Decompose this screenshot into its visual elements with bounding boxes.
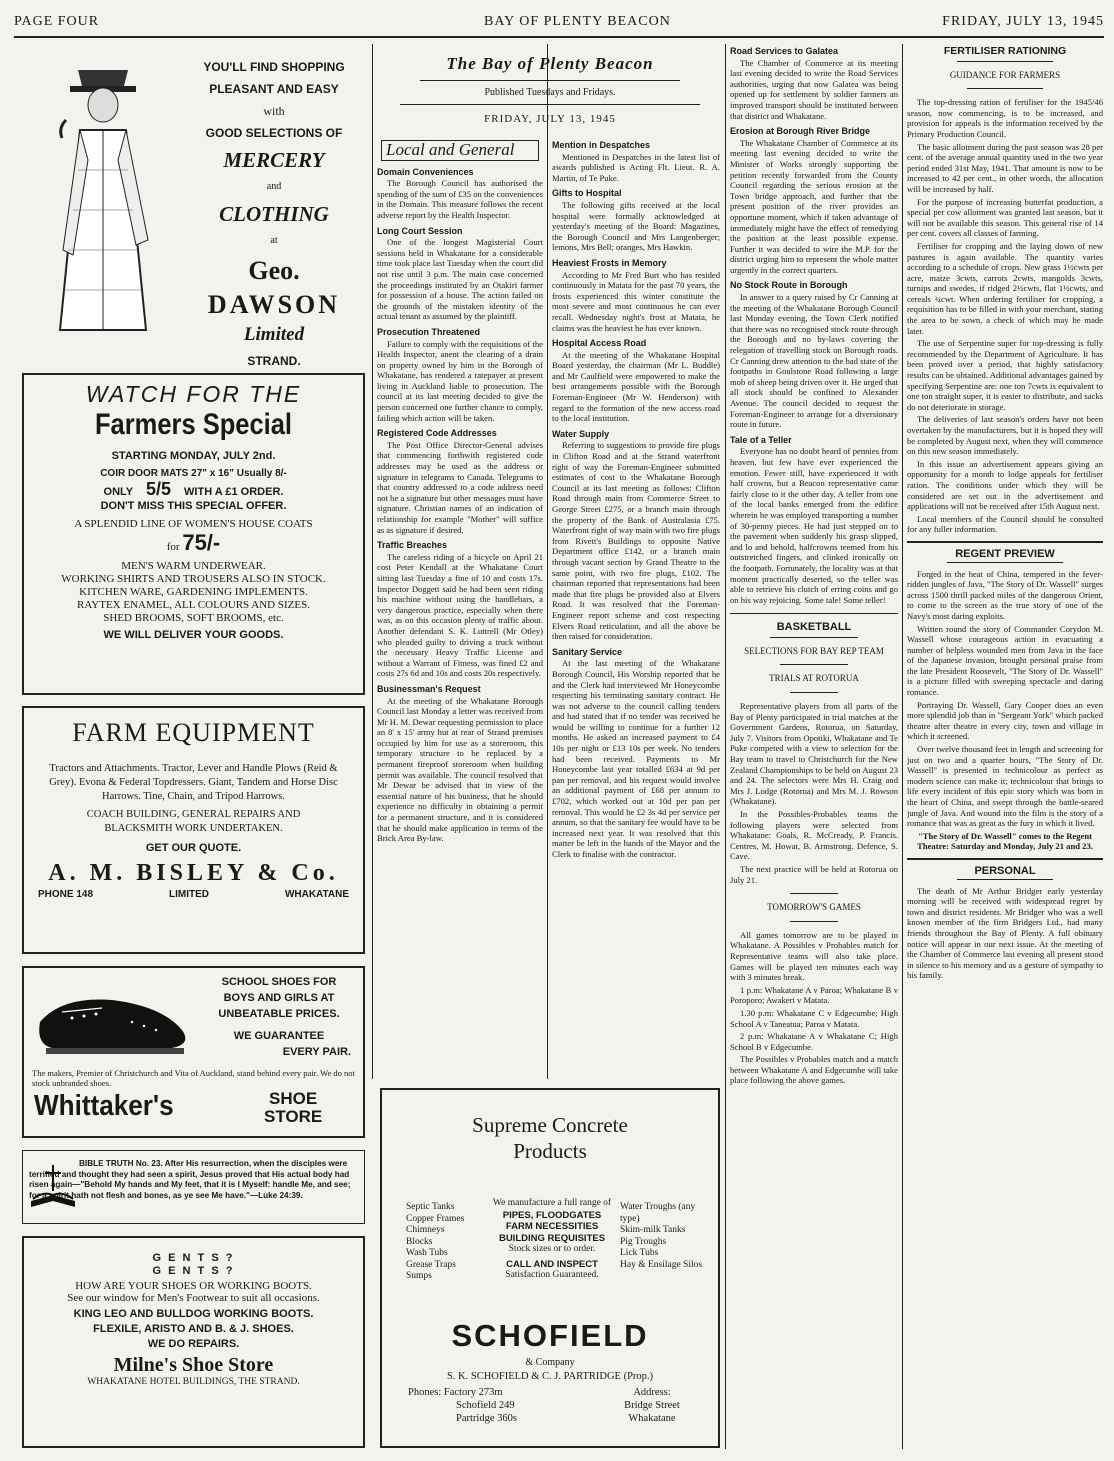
farmers-line: MEN'S WARM UNDERWEAR.: [121, 560, 266, 572]
whittaker-line: EVERY PAIR.: [282, 1046, 351, 1058]
dawson-geo: Geo.: [248, 256, 300, 285]
farmers-line: A SPLENDID LINE OF WOMEN'S HOUSE COATS: [74, 518, 313, 530]
farmers-line: WITH A £1 ORDER.: [184, 486, 284, 498]
dawson-strand: STRAND.: [247, 354, 301, 368]
schofield-line: CALL AND INSPECT: [506, 1258, 598, 1270]
article-heading: Sanitary Service: [552, 646, 623, 657]
farmers-coat-price: 75/-: [182, 530, 221, 555]
milne-name: Milne's Shoe Store: [113, 1354, 274, 1376]
schofield-right-list: [620, 1202, 716, 1271]
bisley-limited: LIMITED: [168, 889, 209, 900]
schofield-company: & Company: [525, 1357, 575, 1368]
article-heading: Tale of a Teller: [730, 434, 792, 445]
dawson-clothing: CLOTHING: [219, 202, 329, 226]
shoe-illustration: [32, 982, 197, 1067]
column-rule: [725, 44, 726, 1449]
bisley-town: WHAKATANE: [284, 889, 349, 900]
schofield-props: S. K. SCHOFIELD & C. J. PARTRIDGE (Prop.): [446, 1371, 654, 1382]
product-item: Wash Tubs: [406, 1248, 448, 1258]
whittaker-line: WE GUARANTEE: [233, 1030, 325, 1042]
dawson-limited: Limited: [243, 324, 305, 345]
article-body: One of the longest Magisterial Court sessions held in Whakatane for a considerable time took place last Tuesday when the court did not rise until 3 p.m. The main case concerned the proceedings instituted by an Otakiri farmer for possession of a house. The action failed on the grounds of the mistaken identity of the actual tenant as assumed by the plaintiff.: [377, 237, 543, 322]
column-rule: [547, 44, 548, 1079]
article-heading: Heaviest Frosts in Memory: [552, 257, 667, 268]
article-body: Forged in the heat of China, tempered in the fever-ridden jungles of Java, "The Story of Dr. Wassell" surges across 1500 thrill packed miles of the dangerous Orient, to come to the screen as the true story of one of the Navy's most daring exploits.: [907, 568, 1103, 621]
schofield-phone: Schofield 249: [456, 1400, 515, 1411]
milne-address: WHAKATANE HOTEL BUILDINGS, THE STRAND.: [87, 1377, 300, 1387]
product-item: Sumps: [406, 1271, 432, 1281]
article-body: Everyone has no doubt heard of pennies from heaven, but few have ever experienced the emotion. Fewer still, have experienced it with half crowns, but a Beacon representative came fairly close to it the other day. A teller from one of the local banks emerged from the edifice wherein he was employed transporting a number of 30-penny pieces. He had just stepped on to the pavement when suddenly his grasp slipped, and lo and behold, halfcrowns teemed from his outstretched fingers, and clinked ironically on the footpath. Fortunately, the locality was at that moment practically deserted, so the teller was able to retrieve his clutch of erring coins and go on his way rejoicing. Some tale! Some teller!: [730, 446, 898, 605]
farmers-title: Farmers Special: [94, 408, 293, 441]
dawson-line: with: [263, 104, 285, 118]
farmers-line: WE WILL DELIVER YOUR GOODS.: [103, 629, 284, 641]
article-body: In this issue an advertisement appears giving an opportunity for a month to lodge appeals for fertiliser ration. The conditions under which they will be considered are set out in the advertisement and applications will not be received after 15th August next.: [907, 458, 1103, 512]
article-body: "The Story of Dr. Wassell" comes to the Regent Theatre: Saturday and Monday, July 21 and 23.: [917, 830, 1093, 852]
product-item: Grease Traps: [406, 1259, 456, 1270]
article-body: Local members of the Council should be consulted for any fuller information.: [907, 513, 1103, 535]
bisley-name: A. M. BISLEY & Co.: [48, 860, 339, 886]
farmers-line: COIR DOOR MATS 27" x 16" Usually 8/-: [100, 468, 287, 479]
article-body: The Possibles v Probables match and a match between Whakatane A and Edgecumbe will take place following the above games.: [730, 1054, 898, 1086]
article-body: In answer to a query raised by Cr Canning at the meeting of the Whakatane Borough Council last Monday evening, the Town Clerk notified that there was no recognised stock route through the Borough and no by-laws covering the relegation of travelling stock on Borough roads. Cr Canning drew attention to the bad state of the footpaths in Goulstone Road following a large mob of sheep being driven over it. He urged that all stock should be confined to Alexander Avenue. The council decided to request the Foreman-Engineer to arrange for a diversionary route in future.: [730, 292, 898, 430]
dawson-line: GOOD SELECTIONS OF: [205, 126, 343, 140]
man-in-coat-illustration: [18, 50, 168, 350]
whittaker-ad: [22, 966, 365, 1138]
milne-line: HOW ARE YOUR SHOES OR WORKING BOOTS.: [75, 1280, 312, 1292]
bisley-quote: GET OUR QUOTE.: [145, 842, 242, 854]
farmers-price: 5/5: [145, 479, 171, 499]
dawson-ad: [14, 44, 367, 368]
masthead: [380, 46, 720, 132]
column-rule: [372, 44, 373, 1079]
farmers-watch: WATCH FOR THE: [85, 381, 302, 407]
local-general-heading: Local and General: [381, 140, 539, 161]
bisley-body: COACH BUILDING, GENERAL REPAIRS AND BLACKSMITH WORK UNDERTAKEN.: [86, 809, 301, 834]
product-item: Blocks: [406, 1236, 433, 1247]
dawson-name: DAWSON: [207, 290, 341, 319]
farmers-line: WORKING SHIRTS AND TROUSERS ALSO IN STOCK.: [61, 573, 326, 585]
product-item: Chimneys: [406, 1225, 445, 1235]
product-item: Skim-milk Tanks: [620, 1225, 686, 1235]
schofield-phone: Partridge 360s: [456, 1413, 517, 1424]
page-number: PAGE FOUR: [14, 14, 100, 29]
column-rule: [902, 44, 903, 1449]
article-body: According to Mr Fred Burt who has resided continuously in Matata for the past 70 years, the frosts experienced this winter constitute the most severe and most continuous he can ever recall. Wednesday night's frost at Matata, he claims was the heaviest he has ever known.: [552, 269, 720, 333]
article-body: The use of Serpentine super for top-dressing is fully recommended by the Department of Agriculture. It has been proved over a period, that highly satisfactory results can be obtained. Additional advantages gained by specifying Serpentine are: one ton 7cwts is equivalent to one ton straight super, it is easier to distribute, and sacks do not deteriorate in storage.: [907, 338, 1103, 412]
article-heading: Gifts to Hospital: [552, 188, 622, 199]
article-body: Portraying Dr. Wassell, Gary Cooper does an even more splendid job than in "Sergeant York" which packed theatre after theatre in every city, town and village in which it screened.: [907, 699, 1103, 742]
schofield-name: SCHOFIELD: [451, 1318, 649, 1353]
schofield-address: [602, 1386, 702, 1425]
bisley-title: FARM EQUIPMENT: [72, 718, 315, 747]
schofield-middle: [492, 1198, 612, 1282]
schofield-line: PIPES, FLOODGATES: [502, 1209, 602, 1221]
article-heading: Registered Code Addresses: [377, 428, 497, 439]
article-body: The Chamber of Commerce at its meeting last evening decided to write the Road Services authorities, urging that now Galatea was being opened up for settlement by soldier farmers an improved transport should be instituted between that district and Whakatane.: [730, 57, 898, 121]
whittaker-line: UNBEATABLE PRICES.: [218, 1008, 340, 1020]
article-heading: Domain Conveniences: [377, 166, 474, 177]
article-body: The Post Office Director-General advises that commencing forthwith registered code addresses may be used as the address or signature in telegrams to Canada. Telegrams to that country addressed to a code address need not be a signature but other messages must have signature. Christian names of an indication of relationship for example "Mother" will suffice as as signature if desired.: [377, 439, 543, 535]
article-body: At the last meeting of the Whakatane Borough Council, His Worship reported that he and the Clerk had interviewed Mr Honeycombe respecting his terminating sanitary contract. He was not adverse to the council calling tenders and had stated that if no tender was received he would be willing to continue for a further 12 months. He asked an increased payment to £4 10s per night or £13 10s per week. No tenders had been received. Payments to Mr Honeycombe last year totalled £634 at 9d per pan per removal, and his request would involve an additional payment of £68 per annum to £702, which worked out at 10d per pan per removal. This would be £2 3s 4d per service per annum, so that the sanitary fee would have to be increased next year. It was resolved that this matter be left in the hands of the Mayor and the Clerk to finalise with the contractor.: [552, 658, 720, 859]
product-item: Lick Tubs: [620, 1248, 659, 1258]
milne-line: WE DO REPAIRS.: [147, 1338, 240, 1350]
product-item: Copper Frames: [406, 1213, 465, 1224]
article-heading: Traffic Breaches: [377, 540, 448, 551]
bisley-phone: PHONE 148: [38, 889, 94, 900]
farmers-line: STARTING MONDAY, JULY 2nd.: [111, 450, 276, 462]
article-body: The Borough Council has authorised the spending of the sum of £35 on the conveniences in the Domain. This measure follows the recent adverse report by the Health Inspector.: [377, 178, 543, 220]
dawson-mercery: MERCERY: [223, 148, 325, 172]
article-body: Failure to comply with the requisitions of the Health Inspector, anent the clearing of a drain on property owned by him in the Borough of Whakatane, has rendered a ratepayer at present living in Auckland liable to prosecution. The council at its last meeting decided to give the person concerned one further chance to comply, failing which action will be taken.: [377, 338, 543, 423]
article-body: For the purpose of increasing butterfat production, a special per cow allotment was granted last season, but it will not be available this season. This general rise of 14 per cent. covers all classes of farming.: [907, 196, 1103, 239]
article-heading: Erosion at Borough River Bridge: [730, 126, 871, 137]
whittaker-name: Whittaker's: [34, 1090, 174, 1122]
product-item: Hay & Ensilage Silos: [620, 1259, 703, 1270]
article-body: The death of Mr Arthur Bridger early yesterday morning will be received with widespread regret by town and district residents. Mr Bridger who was a well known member of the firm Bridgers Ltd., had many friends throughout the Bay of Plenty. A full obituary notice will appear in our next issue. At the meeting of the Chamber of Commerce last evening all present stood in silence to his memory and as a gesture of sympathy to his family.: [907, 885, 1103, 981]
milne-line: See our window for Men's Footwear to suit all occasions.: [67, 1292, 320, 1304]
schofield-title: Supreme Concrete: [472, 1113, 628, 1137]
schofield-ad: [380, 1088, 720, 1448]
article-body: The next practice will be held at Rotorua on July 21.: [730, 863, 898, 885]
article-heading: Businessman's Request: [377, 683, 481, 694]
schofield-line: We manufacture a full range of: [492, 1198, 612, 1208]
news-column-fourth: [730, 46, 898, 1448]
article-body: In the Possibles-Probables teams the following players were selected from Whakatane: Goals, R. McCready, P. Francis. Centres, M. Howat, B. Armstrong. Defence, S. Cave.: [730, 809, 898, 862]
milne-ad: [22, 1236, 365, 1448]
farmers-for: for: [166, 541, 180, 553]
news-column-right: [907, 46, 1103, 1448]
fixture: 2 p.m: Whakatane A v Whakatane C; High School B v Edgecumbe.: [730, 1031, 898, 1052]
product-item: Septic Tanks: [406, 1202, 455, 1212]
farmers-line: DON'T MISS THIS SPECIAL OFFER.: [100, 500, 287, 512]
masthead-sub: Published Tuesdays and Fridays.: [484, 87, 616, 98]
schofield-addr: Address:: [633, 1387, 671, 1398]
milne-line: FLEXILE, ARISTO AND B. & J. SHOES.: [93, 1323, 294, 1335]
schofield-left-list: [406, 1202, 496, 1283]
article-body: Referring to suggestions to provide fire plugs in Clifton Road and at the Strand waterfront right of way the Foreman-Engineer submitted estimates of cost to the Whakatane Borough Council at its last meeting as follows: Clifton Road through main from Commerce Street to George Street £275, or a branch main through the property of the Bank of Australasia £75. Waterfront right of way main with two fire plugs from Rivett's Buildings to opposite Native Department office £142, or a branch main through vacant section by Grand Theatre to the same point, with two fire plugs, £102. The chairman reported that representations had been made that fire plugs be provided also at Elvers Road. It was resolved that the Foreman-Engineer report scheme and cost respecting Elvers Road reticulation, and all the above be then raised for consideration.: [552, 440, 720, 642]
article-heading: Road Services to Galatea: [730, 46, 839, 56]
article-body: All games tomorrow are to be played in Whakatane. A Possibles v Probables match for Representative teams will also take place. Games will be played ten minutes each way with 3 minutes break.: [730, 929, 898, 983]
article-body: The Whakatane Chamber of Commerce at its meeting last evening decided to write the Minister of Works strongly supporting the petition recently forwarded from the County Council regarding the serious erosion at the Town bridge approach, and further that the present position of the river provides an opportune moment, which if taken advantage of immediately might have the effect of remedying the position at the least possible expense. Further it was decided to wire the M.P. for the district urging him to represent the whole matter urgently in the correct quarters.: [730, 137, 898, 275]
article-body: The basic allotment during the past season was 28 per cent. of the average annual quantity used in the two year period ended 31st May, 1941. That amount is now to be increased to 42 per cent., in other words, the allocation will be increased by half.: [907, 141, 1103, 194]
fixture: 1 p.m: Whakatane A v Paroa; Whakatane B v Poroporo; Awakeri v Matata.: [730, 984, 898, 1006]
whittaker-line: SCHOOL SHOES FOR: [221, 976, 337, 988]
product-item: Pig Troughs: [620, 1236, 667, 1247]
farmers-line: SHED BROOMS, SOFT BROOMS, etc.: [103, 612, 284, 624]
farmers-special-ad: [22, 373, 365, 695]
masthead-date: FRIDAY, JULY 13, 1945: [484, 113, 616, 125]
farmers-only: ONLY: [103, 486, 133, 498]
article-heading: No Stock Route in Borough: [730, 280, 848, 291]
basketball-heading: BASKETBALL: [776, 621, 852, 634]
milne-gents: G E N T S ?: [152, 1265, 235, 1277]
milne-gents: G E N T S ?: [152, 1252, 235, 1264]
bisley-body: Tractors and Attachments. Tractor, Lever and Handle Plows (Reid & Grey). Evona & Federal Topdressers. Giant, Tandem and Horse Disc Harrows. Tine, Chain, and Tripod Harrows.: [49, 763, 338, 802]
dawson-line: at: [270, 235, 278, 246]
article-heading: Mention in Despatches: [552, 140, 651, 150]
news-column-middle: [552, 140, 720, 1078]
article-heading: Prosecution Threatened: [377, 326, 481, 337]
fertiliser-subheading: GUIDANCE FOR FARMERS: [949, 69, 1061, 80]
whittaker-line: BOYS AND GIRLS AT: [223, 992, 335, 1004]
article-heading: Long Court Session: [377, 225, 463, 236]
article-body: Written round the story of Commander Corydon M. Wassell whose courageous action in evacuating a number of helpless wounded men from Java in the face of the Japanese invasion, brought personal praise from the late President Roosevelt, "The Story of Dr. Wassell" is a picture filled with sweeping spectacle and daring romance.: [907, 623, 1103, 698]
schofield-addr: Whakatane: [628, 1413, 676, 1424]
schofield-addr: Bridge Street: [624, 1400, 680, 1411]
regent-heading: REGENT PREVIEW: [947, 549, 1063, 563]
games-heading: TOMORROW'S GAMES: [767, 902, 861, 913]
article-body: Mentioned in Despatches in the latest list of awards published is Acting Flt. Lieut. R. A. Martin, of Te Puke.: [552, 151, 720, 183]
schofield-line: FARM NECESSITIES: [505, 1221, 599, 1232]
news-column-left: [377, 140, 543, 1078]
dawson-line: PLEASANT AND EASY: [209, 82, 339, 96]
article-heading: Hospital Access Road: [552, 338, 647, 349]
personal-heading: PERSONAL: [957, 866, 1053, 880]
dawson-line: and: [266, 181, 282, 192]
farmers-line: KITCHEN WARE, GARDENING IMPLEMENTS.: [79, 586, 308, 598]
bible-truth-box: [22, 1150, 365, 1224]
article-body: The careless riding of a bicycle on April 21 cost Peter Kendall at the Whakatane Court sitting last Tuesday a fine of 10 and costs 17s. Inspector Doggett said he had been seen riding his machine without using the handlebars, a very dangerous practice, especially when there was, as on this occasion plenty of traffic about. Another defendant S. K. Luttrell (Mr Otley) who pleaded guilty to driving a truck without the necessary Heavy Traffic License and without a Warrant of Fitness, was fined £2 and costs 27s 6d and 10s and costs 20s respectively.: [377, 551, 543, 679]
issue-date: FRIDAY, JULY 13, 1945: [942, 14, 1104, 29]
dawson-line: YOU'LL FIND SHOPPING: [203, 60, 345, 74]
whittaker-shoe: SHOE: [269, 1089, 318, 1108]
basketball-subheading: SELECTIONS FOR BAY REP TEAM: [744, 645, 884, 656]
schofield-phone: Phones: Factory 273m: [408, 1387, 503, 1398]
masthead-title: The Bay of Plenty Beacon: [446, 54, 654, 73]
schofield-title: Products: [513, 1139, 587, 1163]
bible-truth-text: BIBLE TRUTH No. 23. After His resurrection, when the disciples were terrified and thought they had seen a spirit, Jesus proved that His actual body had risen again—"Behold My hands and My feet, that it is I Myself: handle Me, and see; for a spirit hath not flesh and bones, as ye see Me have."—Luke 24:39.: [29, 1159, 351, 1200]
article-body: At the meeting of the Whakatane Borough Council last Monday a letter was received from Mr H. M. Dewar requesting permission to place an 8' x 15' army hut at rear of Strand premises occupied by him for use as a storeroom, this temporary structure to be replaced by a permanent fireproof storeroom when building permit was available. The council resolved that Mr Dewar be advised that in view of the essential nature of his business, that he should experience no difficulty in obtaining a permit for a permanent structure, and it is considered that he should make application in terms of the Brick Area By-law.: [377, 695, 543, 844]
article-heading: Water Supply: [552, 428, 610, 439]
whittaker-store: STORE: [264, 1107, 323, 1126]
paper-name: BAY OF PLENTY BEACON: [484, 14, 671, 29]
article-body: The following gifts received at the local hospital were formally acknowledged at yesterday's meeting of the Board: Magazines, the Borough Council and Mrs Langenberger; lemons, Mrs Bell; oranges, Mrs Hawkin.: [552, 199, 720, 253]
article-body: Representative players from all parts of the Bay of Plenty participated in trial matches at the Government Gardens, Rotorua, on Saturday, July 7. Visitors from Opotiki, Whakatane and Te Puke competed with a view to selection for the Bay team to travel to Christchurch for the New Zealand Championships to be held on August 23 and 24. The selectors were Mrs H. Craig and Mrs J. Lodge (Rotorua) and Mrs M. J. Rowson (Whakatane).: [730, 701, 898, 807]
article-body: Over twelve thousand feet in length and screening for just on two and a quarter hours, "The Story of Dr. Wassell" is presented in technicolour as perfect as modern science can make it; technicolour that brings to life every incident of this epic story which was born in the heart of China, and swept through the battle-seared jungle of Java. And wound into the film is the story of a romance that was as great as the fury in which it lived.: [907, 744, 1103, 829]
milne-line: KING LEO AND BULLDOG WORKING BOOTS.: [73, 1308, 314, 1320]
fixture: 1.30 p.m: Whakatane C v Edgecumbe; High School A v Taneatua; Paroa v Matata.: [730, 1007, 898, 1029]
farmers-line: RAYTEX ENAMEL, ALL COLOURS AND SIZES.: [77, 599, 310, 611]
fertiliser-heading: FERTILISER RATIONING: [943, 46, 1067, 57]
basketball-subheading: TRIALS AT ROTORUA: [769, 673, 859, 684]
article-body: The top-dressing ration of fertiliser for the 1945/46 season, now commencing, is to be increased, and provision for appeals is the information received by the Primary Production Council.: [907, 97, 1103, 139]
article-body: The deliveries of last season's orders have not been overtaken by the manufacturers, but it is hoped they will be completed by August next, when they will commence on this new season immediately.: [907, 414, 1103, 457]
schofield-line: BUILDING REQUISITES: [498, 1232, 606, 1244]
schofield-phones: [408, 1386, 558, 1425]
article-body: Fertiliser for cropping and the laying down of new pastures is again available. The quantity varies according to a schedule of crops. New grass 1½cwts per acre, maize 3cwts, carrots 2cwts, mangolds 3cwts, turnips and swedes, if ridged 2½cwts, flat 1½cwts, and cereals ¾cwt. When ordering fertiliser for cropping, a requisition has to be filled in with your merchant, stating the area to be sown, a check of which may be made later.: [907, 240, 1103, 336]
article-body: At the meeting of the Whakatane Hospital Board yesterday, the chairman (Mr L. Buddle) and Mr Caulfield were empowered to make the best arrangements possible with the Borough Foreman-Engineer (Mr W. Henderson) with regard to the formation of the new access road to the local institution.: [552, 349, 720, 424]
schofield-line: Stock sizes or to order.: [508, 1244, 596, 1254]
page-header: [14, 6, 1104, 38]
bisley-ad: [22, 706, 365, 954]
schofield-line: Satisfaction Guaranteed.: [505, 1270, 599, 1280]
whittaker-makers: The makers, Premier of Christchurch and Vita of Auckland, stand behind every pair. We do not stock unbranded shoes.: [32, 1068, 355, 1088]
product-item: Water Troughs (any type): [620, 1202, 696, 1224]
